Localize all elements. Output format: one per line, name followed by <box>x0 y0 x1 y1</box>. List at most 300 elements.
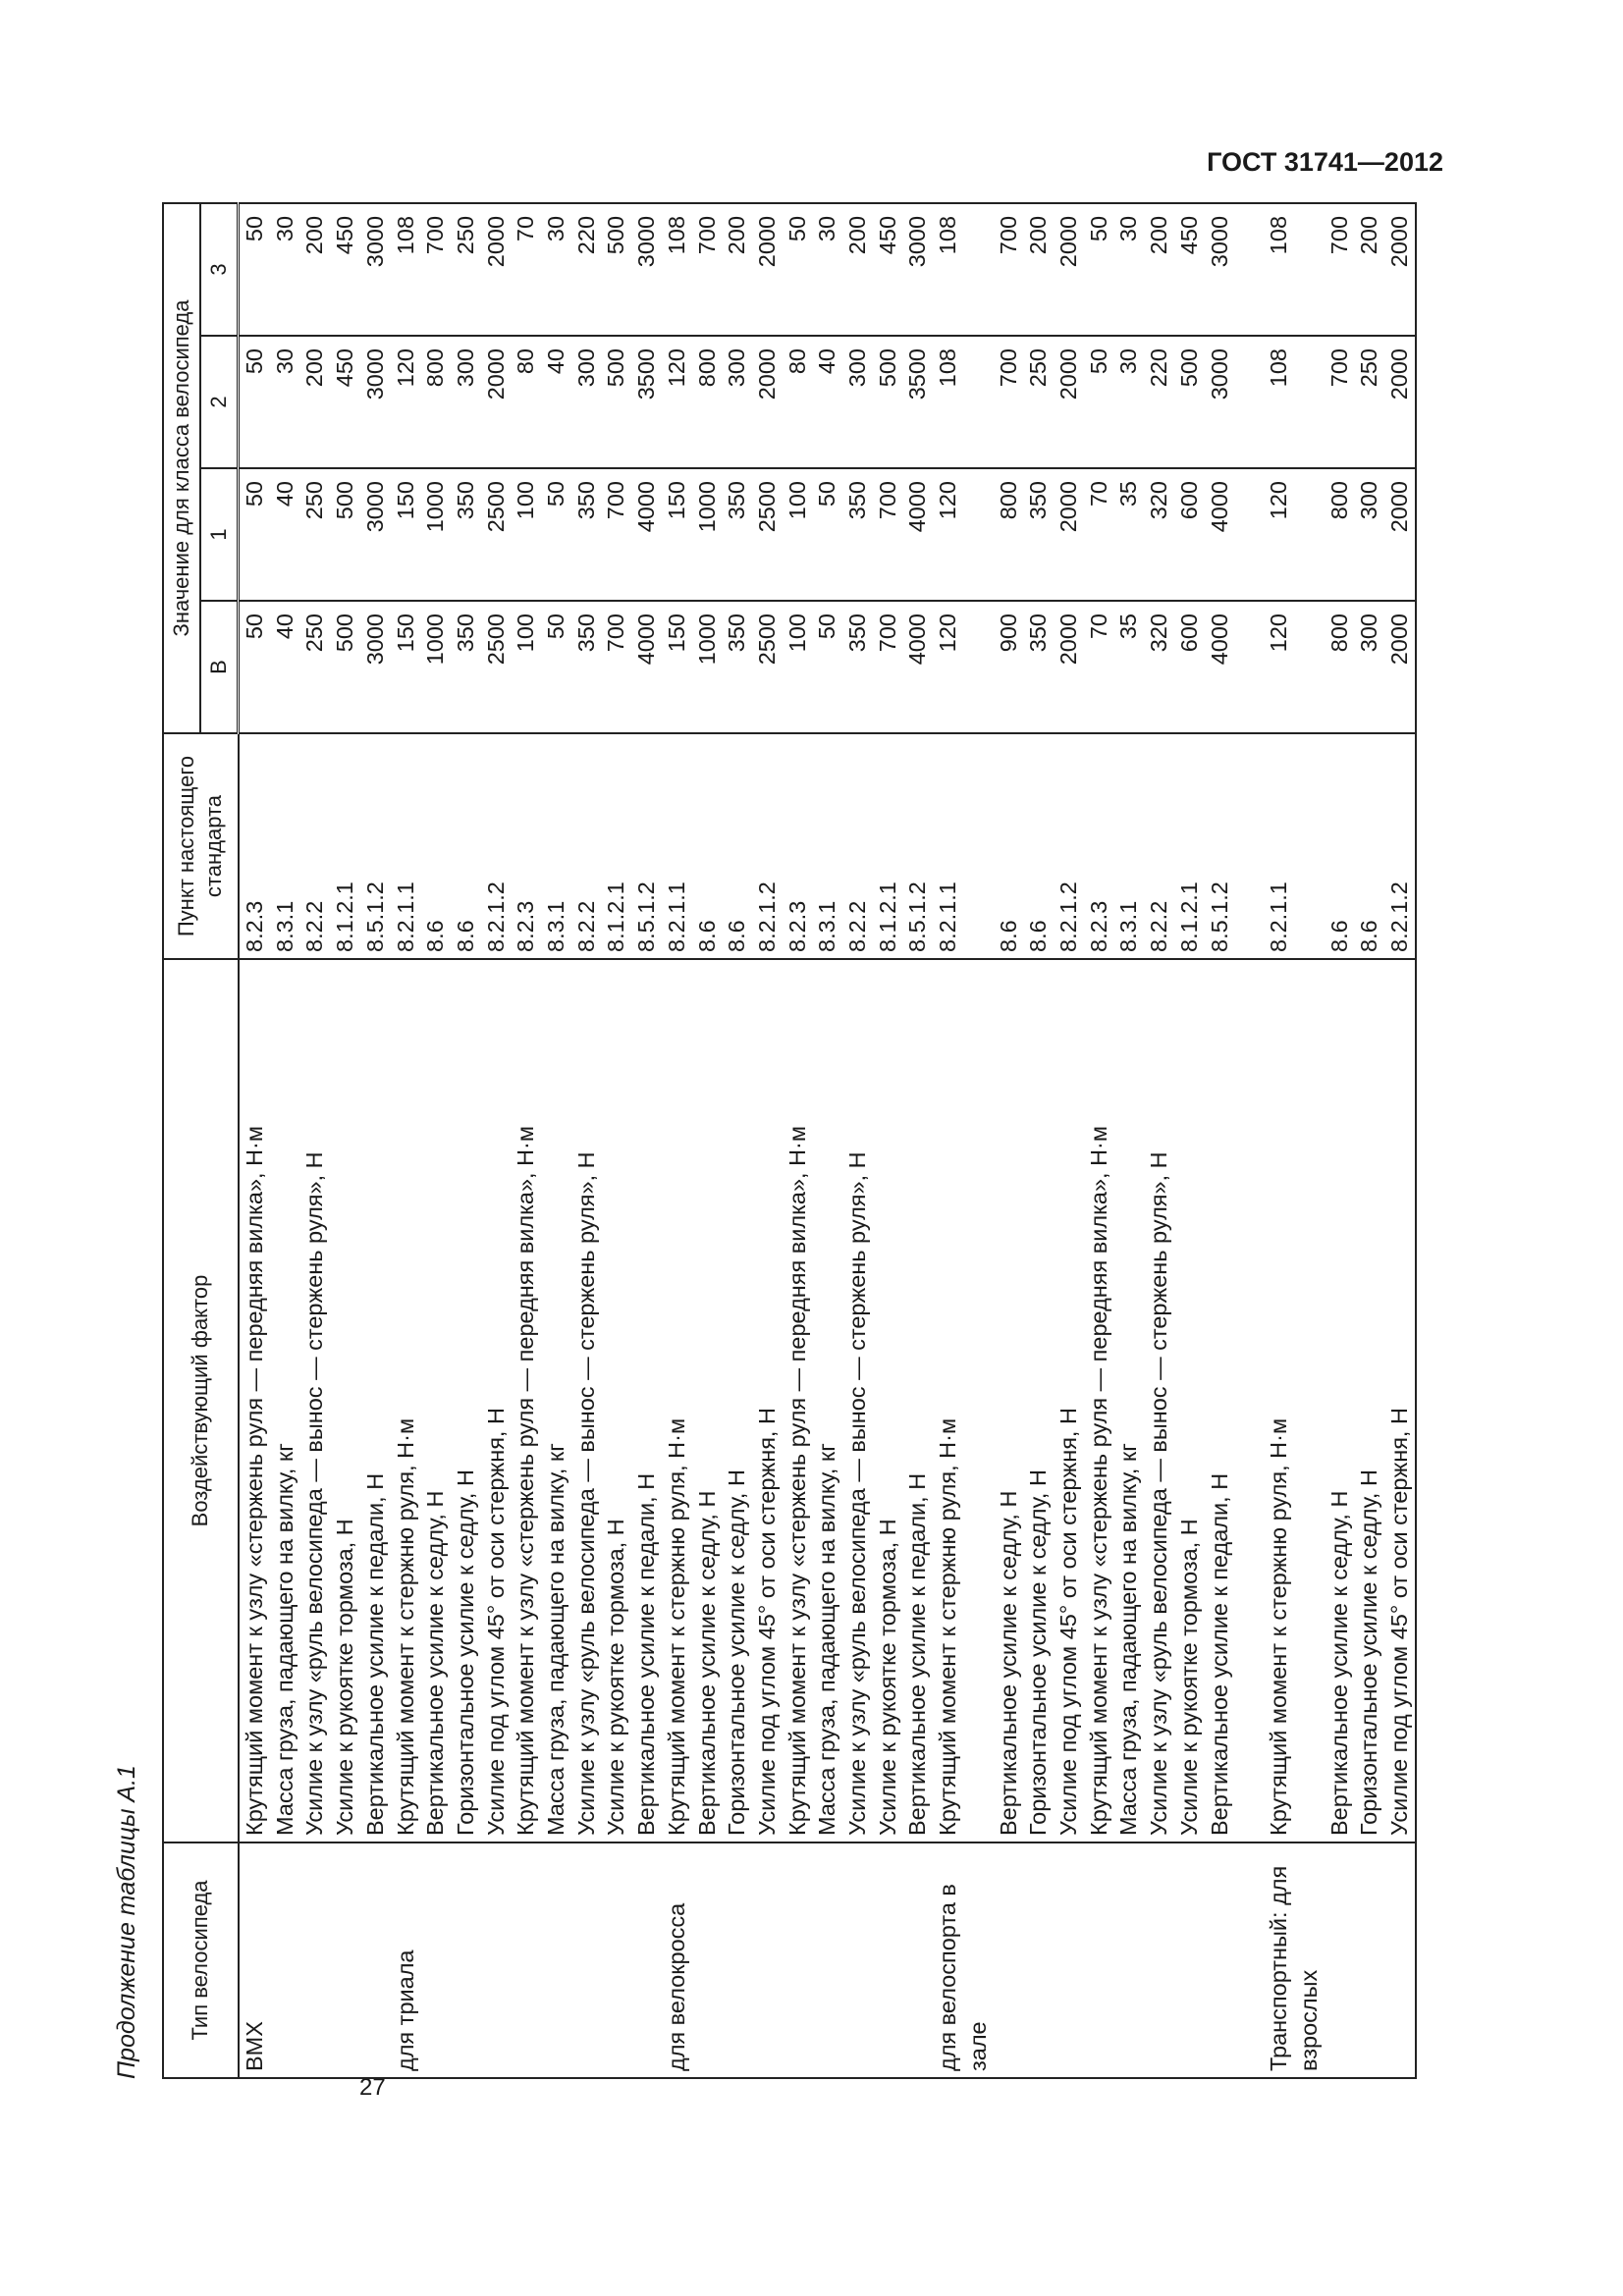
table-row <box>360 203 391 2078</box>
class-b-value: 4000 <box>631 601 662 733</box>
factor-cell: Масса груза, падающего на вилку, кг <box>541 959 571 1842</box>
class-3-value: 108 <box>662 203 692 336</box>
class-3-value: 30 <box>1113 203 1144 336</box>
table-row <box>391 203 421 2078</box>
class-b-value: 150 <box>662 601 692 733</box>
clause-cell: 8.2.1.1 <box>933 733 993 959</box>
clause-cell: 8.2.1.1 <box>391 733 421 959</box>
class-3-value: 500 <box>601 203 631 336</box>
class-1-value: 50 <box>812 468 842 601</box>
class-b-value: 350 <box>571 601 602 733</box>
class-b-value: 320 <box>1144 601 1174 733</box>
standard-number: ГОСТ 31741—2012 <box>1207 147 1443 177</box>
type-cell <box>1144 1842 1174 2078</box>
class-b-value: 150 <box>391 601 421 733</box>
factor-cell: Усилие к рукоятке тормоза, Н <box>1174 959 1205 1842</box>
class-1-value: 350 <box>842 468 873 601</box>
table-row <box>451 203 481 2078</box>
class-b-value: 300 <box>1354 601 1384 733</box>
table-row <box>270 203 300 2078</box>
type-cell <box>1084 1842 1114 2078</box>
class-1-value: 700 <box>873 468 903 601</box>
class-3-value: 200 <box>842 203 873 336</box>
class-1-value: 2500 <box>752 468 783 601</box>
class-2-value: 80 <box>511 336 541 468</box>
table-row <box>481 203 512 2078</box>
class-b-value: 350 <box>451 601 481 733</box>
factor-cell: Крутящий момент к стержню руля, Н·м <box>391 959 421 1842</box>
class-2-value: 220 <box>1144 336 1174 468</box>
clause-cell: 8.6 <box>1023 733 1054 959</box>
class-b-value: 2000 <box>1384 601 1416 733</box>
class-b-value: 2000 <box>1054 601 1084 733</box>
class-2-value: 800 <box>420 336 451 468</box>
header-factor: Воздействующий фактор <box>163 959 239 1842</box>
class-3-value: 450 <box>330 203 360 336</box>
class-1-value: 800 <box>1325 468 1355 601</box>
type-cell <box>783 1842 813 2078</box>
class-1-value: 2500 <box>481 468 512 601</box>
class-1-value: 150 <box>662 468 692 601</box>
type-cell <box>541 1842 571 2078</box>
type-cell <box>1054 1842 1084 2078</box>
factor-cell: Вертикальное усилие к педали, Н <box>902 959 933 1842</box>
table-row <box>873 203 903 2078</box>
table-row <box>601 203 631 2078</box>
class-b-value: 100 <box>511 601 541 733</box>
class-b-value: 50 <box>541 601 571 733</box>
class-2-value: 700 <box>1325 336 1355 468</box>
class-1-value: 70 <box>1084 468 1114 601</box>
class-3-value: 200 <box>1354 203 1384 336</box>
table-row <box>1354 203 1384 2078</box>
class-3-value: 2000 <box>1384 203 1416 336</box>
factor-cell: Усилие под углом 45° от оси стержня, Н <box>1054 959 1084 1842</box>
class-b-value: 50 <box>239 601 270 733</box>
type-cell <box>902 1842 933 2078</box>
spacer-cell <box>1234 601 1264 733</box>
clause-cell: 8.2.2 <box>571 733 602 959</box>
header-class-2: 2 <box>200 336 239 468</box>
class-2-value: 2000 <box>481 336 512 468</box>
class-2-value: 250 <box>1354 336 1384 468</box>
factor-cell: Вертикальное усилие к педали, Н <box>631 959 662 1842</box>
class-3-value: 30 <box>270 203 300 336</box>
table-body <box>239 203 1416 2078</box>
factor-cell: Масса груза, падающего на вилку, кг <box>270 959 300 1842</box>
clause-cell: 8.2.3 <box>511 733 541 959</box>
table-row <box>994 203 1024 2078</box>
class-3-value: 700 <box>420 203 451 336</box>
class-1-value: 35 <box>1113 468 1144 601</box>
class-1-value: 350 <box>571 468 602 601</box>
class-b-value: 600 <box>1174 601 1205 733</box>
clause-cell: 8.5.1.2 <box>1205 733 1235 959</box>
class-2-value: 120 <box>662 336 692 468</box>
factor-cell: Усилие к рукоятке тормоза, Н <box>873 959 903 1842</box>
class-2-value: 300 <box>451 336 481 468</box>
table-row <box>541 203 571 2078</box>
type-cell <box>270 1842 300 2078</box>
clause-cell: 8.6 <box>451 733 481 959</box>
table-row <box>1384 203 1416 2078</box>
class-2-value: 500 <box>1174 336 1205 468</box>
type-cell <box>1113 1842 1144 2078</box>
class-2-value: 700 <box>994 336 1024 468</box>
table-row <box>239 203 270 2078</box>
table-row <box>1054 203 1084 2078</box>
class-1-value: 1000 <box>692 468 723 601</box>
type-cell: BMX <box>239 1842 270 2078</box>
class-2-value: 120 <box>391 336 421 468</box>
class-1-value: 4000 <box>631 468 662 601</box>
type-cell <box>511 1842 541 2078</box>
class-2-value: 2000 <box>1384 336 1416 468</box>
class-3-value: 250 <box>451 203 481 336</box>
class-3-value: 50 <box>1084 203 1114 336</box>
class-b-value: 350 <box>1023 601 1054 733</box>
spacer-cell <box>1234 203 1264 336</box>
clause-cell: 8.6 <box>722 733 752 959</box>
class-b-value: 4000 <box>1205 601 1235 733</box>
class-2-value: 300 <box>722 336 752 468</box>
class-3-value: 2000 <box>481 203 512 336</box>
spacer-cell <box>1234 468 1264 601</box>
class-3-value: 108 <box>391 203 421 336</box>
spacer-cell <box>1234 1842 1264 2078</box>
table-row <box>511 203 541 2078</box>
class-3-value: 200 <box>1023 203 1054 336</box>
clause-cell: 8.3.1 <box>270 733 300 959</box>
class-b-value: 700 <box>601 601 631 733</box>
clause-cell: 8.3.1 <box>541 733 571 959</box>
clause-cell: 8.5.1.2 <box>631 733 662 959</box>
class-b-value: 800 <box>1325 601 1355 733</box>
class-3-value: 108 <box>933 203 993 336</box>
factor-cell: Вертикальное усилие к педали, Н <box>1205 959 1235 1842</box>
class-1-value: 120 <box>933 468 993 601</box>
class-1-value: 50 <box>239 468 270 601</box>
class-b-value: 50 <box>812 601 842 733</box>
class-b-value: 120 <box>1264 601 1324 733</box>
header-clause: Пункт настоящего стандарта <box>163 733 239 959</box>
clause-cell: 8.2.1.1 <box>1264 733 1324 959</box>
class-2-value: 40 <box>812 336 842 468</box>
type-cell <box>601 1842 631 2078</box>
clause-cell: 8.1.2.1 <box>873 733 903 959</box>
table-row <box>1174 203 1205 2078</box>
type-cell <box>842 1842 873 2078</box>
class-2-value: 300 <box>842 336 873 468</box>
class-b-value: 70 <box>1084 601 1114 733</box>
header-class-group: Значение для класса велосипеда <box>163 203 200 733</box>
class-3-value: 700 <box>692 203 723 336</box>
header-class-3: 3 <box>200 203 239 336</box>
spacer-cell <box>1234 336 1264 468</box>
class-1-value: 4000 <box>902 468 933 601</box>
factor-cell: Усилие к рукоятке тормоза, Н <box>330 959 360 1842</box>
type-cell: для триала <box>391 1842 421 2078</box>
clause-cell: 8.2.1.2 <box>1054 733 1084 959</box>
table-row <box>812 203 842 2078</box>
class-3-value: 50 <box>239 203 270 336</box>
class-1-value: 150 <box>391 468 421 601</box>
class-2-value: 3000 <box>360 336 391 468</box>
spacer-cell <box>1234 959 1264 1842</box>
type-cell <box>1384 1842 1416 2078</box>
class-3-value: 200 <box>1144 203 1174 336</box>
class-3-value: 700 <box>994 203 1024 336</box>
factor-cell: Усилие под углом 45° от оси стержня, Н <box>1384 959 1416 1842</box>
class-3-value: 70 <box>511 203 541 336</box>
class-2-value: 50 <box>1084 336 1114 468</box>
clause-cell: 8.6 <box>420 733 451 959</box>
clause-cell: 8.2.2 <box>299 733 330 959</box>
class-2-value: 800 <box>692 336 723 468</box>
class-b-value: 120 <box>933 601 993 733</box>
class-1-value: 4000 <box>1205 468 1235 601</box>
class-2-value: 30 <box>270 336 300 468</box>
class-2-value: 450 <box>330 336 360 468</box>
table-row <box>722 203 752 2078</box>
table-row <box>662 203 692 2078</box>
header-class-1: 1 <box>200 468 239 601</box>
class-1-value: 350 <box>722 468 752 601</box>
table-row <box>783 203 813 2078</box>
class-1-value: 320 <box>1144 468 1174 601</box>
type-cell <box>752 1842 783 2078</box>
type-cell <box>420 1842 451 2078</box>
class-3-value: 2000 <box>752 203 783 336</box>
factor-cell: Усилие к рукоятке тормоза, Н <box>601 959 631 1842</box>
table-row <box>631 203 662 2078</box>
class-1-value: 2000 <box>1384 468 1416 601</box>
table-row <box>299 203 330 2078</box>
table-row <box>1113 203 1144 2078</box>
factor-cell: Усилие под углом 45° от оси стержня, Н <box>481 959 512 1842</box>
type-cell <box>994 1842 1024 2078</box>
factor-cell: Крутящий момент к узлу «стержень руля — передняя вилка», Н·м <box>239 959 270 1842</box>
class-1-value: 40 <box>270 468 300 601</box>
clause-cell: 8.2.1.2 <box>752 733 783 959</box>
class-1-value: 350 <box>451 468 481 601</box>
clause-cell: 8.3.1 <box>812 733 842 959</box>
class-3-value: 200 <box>722 203 752 336</box>
class-1-value: 700 <box>601 468 631 601</box>
clause-cell: 8.6 <box>1354 733 1384 959</box>
class-1-value: 350 <box>1023 468 1054 601</box>
clause-cell: 8.2.2 <box>1144 733 1174 959</box>
factor-cell: Горизонтальное усилие к седлу, Н <box>722 959 752 1842</box>
clause-cell: 8.2.1.1 <box>662 733 692 959</box>
clause-cell: 8.5.1.2 <box>360 733 391 959</box>
factor-cell: Вертикальное усилие к седлу, Н <box>1325 959 1355 1842</box>
type-cell <box>1354 1842 1384 2078</box>
class-b-value: 3000 <box>360 601 391 733</box>
type-cell <box>360 1842 391 2078</box>
class-3-value: 450 <box>873 203 903 336</box>
class-2-value: 2000 <box>752 336 783 468</box>
class-3-value: 3000 <box>360 203 391 336</box>
table-row <box>933 203 993 2078</box>
class-3-value: 220 <box>571 203 602 336</box>
class-3-value: 108 <box>1264 203 1324 336</box>
factor-cell: Масса груза, падающего на вилку, кг <box>812 959 842 1842</box>
class-3-value: 700 <box>1325 203 1355 336</box>
factor-cell: Горизонтальное усилие к седлу, Н <box>451 959 481 1842</box>
class-3-value: 450 <box>1174 203 1205 336</box>
table-row <box>1144 203 1174 2078</box>
class-1-value: 800 <box>994 468 1024 601</box>
factor-cell: Усилие к узлу «руль велосипеда — вынос — стержень руля», Н <box>842 959 873 1842</box>
class-2-value: 50 <box>239 336 270 468</box>
factor-cell: Вертикальное усилие к педали, Н <box>360 959 391 1842</box>
factor-cell: Крутящий момент к стержню руля, Н·м <box>1264 959 1324 1842</box>
clause-cell: 8.2.3 <box>783 733 813 959</box>
class-2-value: 80 <box>783 336 813 468</box>
type-cell <box>481 1842 512 2078</box>
factor-cell: Усилие к узлу «руль велосипеда — вынос — стержень руля», Н <box>299 959 330 1842</box>
clause-cell: 8.3.1 <box>1113 733 1144 959</box>
type-cell <box>692 1842 723 2078</box>
class-2-value: 250 <box>1023 336 1054 468</box>
table-row <box>1023 203 1054 2078</box>
class-3-value: 3000 <box>631 203 662 336</box>
table-row <box>752 203 783 2078</box>
spacer-cell <box>1234 733 1264 959</box>
type-cell: Транспортный: для взрослых <box>1264 1842 1324 2078</box>
factor-cell: Вертикальное усилие к седлу, Н <box>420 959 451 1842</box>
class-b-value: 35 <box>1113 601 1144 733</box>
clause-cell: 8.1.2.1 <box>330 733 360 959</box>
factor-cell: Масса груза, падающего на вилку, кг <box>1113 959 1144 1842</box>
table-row <box>1205 203 1235 2078</box>
class-b-value: 2500 <box>481 601 512 733</box>
table-row <box>1325 203 1355 2078</box>
factor-cell: Крутящий момент к стержню руля, Н·м <box>662 959 692 1842</box>
class-2-value: 3500 <box>631 336 662 468</box>
class-b-value: 900 <box>994 601 1024 733</box>
type-cell <box>1023 1842 1054 2078</box>
class-2-value: 500 <box>601 336 631 468</box>
factor-cell: Крутящий момент к стержню руля, Н·м <box>933 959 993 1842</box>
page-number: 27 <box>359 2074 386 2101</box>
class-3-value: 3000 <box>1205 203 1235 336</box>
table-row <box>1084 203 1114 2078</box>
class-1-value: 3000 <box>360 468 391 601</box>
class-1-value: 50 <box>541 468 571 601</box>
class-1-value: 500 <box>330 468 360 601</box>
type-cell <box>1205 1842 1235 2078</box>
group-spacer <box>1234 203 1264 2078</box>
clause-cell: 8.6 <box>994 733 1024 959</box>
type-cell: для велокросса <box>662 1842 692 2078</box>
table-row <box>902 203 933 2078</box>
factor-cell: Крутящий момент к узлу «стержень руля — передняя вилка», Н·м <box>783 959 813 1842</box>
class-b-value: 350 <box>722 601 752 733</box>
class-1-value: 300 <box>1354 468 1384 601</box>
clause-cell: 8.1.2.1 <box>601 733 631 959</box>
class-2-value: 2000 <box>1054 336 1084 468</box>
class-3-value: 30 <box>812 203 842 336</box>
type-cell <box>812 1842 842 2078</box>
class-3-value: 50 <box>783 203 813 336</box>
factor-cell: Крутящий момент к узлу «стержень руля — передняя вилка», Н·м <box>1084 959 1114 1842</box>
type-cell <box>451 1842 481 2078</box>
class-2-value: 3500 <box>902 336 933 468</box>
factor-cell: Горизонтальное усилие к седлу, Н <box>1354 959 1384 1842</box>
class-2-value: 200 <box>299 336 330 468</box>
clause-cell: 8.6 <box>692 733 723 959</box>
factor-cell: Горизонтальное усилие к седлу, Н <box>1023 959 1054 1842</box>
clause-cell: 8.2.2 <box>842 733 873 959</box>
class-1-value: 600 <box>1174 468 1205 601</box>
class-b-value: 500 <box>330 601 360 733</box>
clause-cell: 8.2.1.2 <box>481 733 512 959</box>
class-b-value: 100 <box>783 601 813 733</box>
factor-cell: Вертикальное усилие к седлу, Н <box>692 959 723 1842</box>
type-cell <box>631 1842 662 2078</box>
class-b-value: 4000 <box>902 601 933 733</box>
class-3-value: 200 <box>299 203 330 336</box>
factor-cell: Вертикальное усилие к седлу, Н <box>994 959 1024 1842</box>
table-row <box>1264 203 1324 2078</box>
clause-cell: 8.1.2.1 <box>1174 733 1205 959</box>
table-row <box>692 203 723 2078</box>
class-b-value: 700 <box>873 601 903 733</box>
rotated-table-area <box>113 175 1448 2079</box>
class-2-value: 300 <box>571 336 602 468</box>
header-type: Тип велосипеда <box>163 1842 239 2078</box>
load-values-table <box>162 202 1417 2079</box>
factor-cell: Усилие к узлу «руль велосипеда — вынос — стержень руля», Н <box>571 959 602 1842</box>
type-cell <box>1325 1842 1355 2078</box>
type-cell <box>1174 1842 1205 2078</box>
clause-cell: 8.2.1.2 <box>1384 733 1416 959</box>
class-b-value: 2500 <box>752 601 783 733</box>
table-row <box>420 203 451 2078</box>
class-b-value: 40 <box>270 601 300 733</box>
class-1-value: 120 <box>1264 468 1324 601</box>
table-row <box>330 203 360 2078</box>
table-row <box>842 203 873 2078</box>
class-2-value: 30 <box>1113 336 1144 468</box>
class-1-value: 100 <box>783 468 813 601</box>
class-3-value: 30 <box>541 203 571 336</box>
class-2-value: 108 <box>933 336 993 468</box>
class-b-value: 1000 <box>420 601 451 733</box>
type-cell <box>571 1842 602 2078</box>
class-1-value: 250 <box>299 468 330 601</box>
class-b-value: 250 <box>299 601 330 733</box>
table-row <box>571 203 602 2078</box>
table-caption: Продолжение таблицы А.1 <box>113 1765 140 2079</box>
type-cell <box>722 1842 752 2078</box>
class-1-value: 1000 <box>420 468 451 601</box>
class-2-value: 40 <box>541 336 571 468</box>
class-1-value: 100 <box>511 468 541 601</box>
type-cell: для велоспорта в зале <box>933 1842 993 2078</box>
clause-cell: 8.2.3 <box>239 733 270 959</box>
clause-cell: 8.6 <box>1325 733 1355 959</box>
class-3-value: 3000 <box>902 203 933 336</box>
class-3-value: 2000 <box>1054 203 1084 336</box>
clause-cell: 8.2.3 <box>1084 733 1114 959</box>
class-2-value: 500 <box>873 336 903 468</box>
factor-cell: Усилие под углом 45° от оси стержня, Н <box>752 959 783 1842</box>
header-class-b: В <box>200 601 239 733</box>
class-2-value: 3000 <box>1205 336 1235 468</box>
